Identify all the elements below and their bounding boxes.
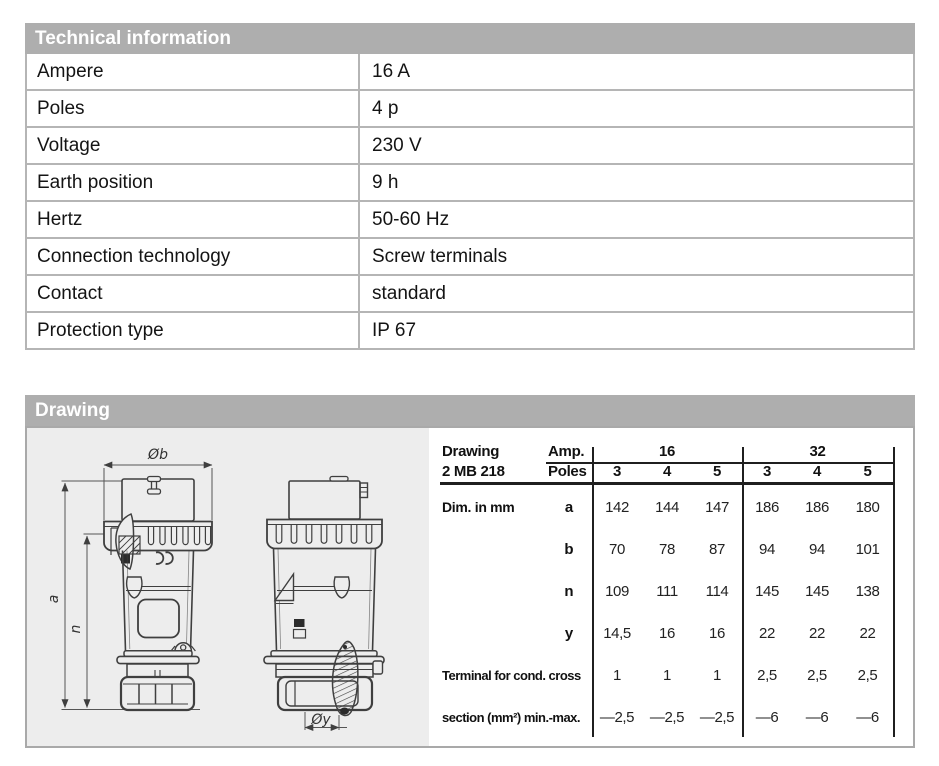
dim-value: 16 <box>659 624 675 642</box>
dim-value: 144 <box>655 498 679 516</box>
dim-value: 138 <box>855 582 880 600</box>
spec-value: 50-60 Hz <box>372 209 450 230</box>
spec-label: Earth position <box>27 165 360 200</box>
technical-information-table <box>25 54 915 350</box>
poles-col: 5 <box>712 463 722 480</box>
dim-value: 145 <box>755 582 779 600</box>
spec-value: 4 p <box>372 98 399 119</box>
poles-col: 4 <box>662 463 672 480</box>
amp-group-16: 16 <box>658 443 676 460</box>
spec-value: IP 67 <box>372 320 417 341</box>
table-row <box>27 313 913 350</box>
dim-value: 1 <box>613 666 621 684</box>
dim-value: 2,5 <box>857 666 878 684</box>
drawing-panel <box>25 426 915 748</box>
dim-value: 186 <box>805 498 829 516</box>
amp-label: Amp. <box>548 443 585 460</box>
dim-value: 78 <box>659 540 675 558</box>
spec-label: Poles <box>27 91 360 126</box>
amp-group-32: 32 <box>809 443 826 460</box>
poles-label: Poles <box>548 463 587 480</box>
dim-value: 111 <box>656 582 678 600</box>
dimension-row <box>440 580 895 602</box>
dim-value: 87 <box>709 540 725 558</box>
dimension-table <box>440 442 898 740</box>
dimension-row <box>440 496 895 518</box>
spec-value: Screw terminals <box>372 246 508 267</box>
dimension-row <box>440 664 895 686</box>
dim-value: 94 <box>759 540 775 558</box>
dimension-row <box>440 622 895 644</box>
dim-value: —6 <box>856 708 879 726</box>
dim-value: 22 <box>809 624 825 642</box>
dim-value: 180 <box>855 498 880 516</box>
dim-value: 22 <box>759 624 775 642</box>
drawing-ref-number: 2 MB 218 <box>442 463 505 480</box>
table-row <box>27 276 913 313</box>
connector-drawing-svg <box>27 428 429 746</box>
dim-value: 145 <box>805 582 829 600</box>
spec-value: 9 h <box>372 172 399 193</box>
dim-value: 16 <box>709 624 725 642</box>
dimension-label-b: Øb <box>148 447 168 463</box>
drawing-ref-label: Drawing <box>442 443 500 460</box>
dim-letter: y <box>564 624 574 642</box>
dimension-label-a: a <box>46 594 62 604</box>
table-rule <box>440 482 895 485</box>
table-row <box>27 128 913 165</box>
dim-value: —2,5 <box>649 708 685 726</box>
dimension-label-y: Øy <box>311 712 331 728</box>
dimension-label-n: n <box>68 624 84 634</box>
dim-value: 2,5 <box>807 666 827 684</box>
drawing-header <box>25 395 915 426</box>
poles-col: 5 <box>863 463 872 480</box>
dim-value: 1 <box>713 666 721 684</box>
drawing-title: Drawing <box>35 400 110 421</box>
dim-value: 2,5 <box>757 666 777 684</box>
front-view-drawing <box>104 477 212 711</box>
spec-label: Protection type <box>27 313 360 348</box>
dim-value: 22 <box>859 624 876 642</box>
technical-drawing <box>27 428 429 746</box>
dim-value: 186 <box>755 498 779 516</box>
dim-value: 101 <box>855 540 880 558</box>
side-view-drawing <box>264 477 384 716</box>
poles-col: 3 <box>612 463 622 480</box>
dim-value: 94 <box>809 540 825 558</box>
table-row <box>27 165 913 202</box>
dim-letter: a <box>564 498 574 516</box>
table-row <box>27 91 913 128</box>
dimension-row <box>440 706 895 728</box>
dim-value: —2,5 <box>699 708 735 726</box>
spec-label: Ampere <box>27 54 360 89</box>
table-row <box>27 202 913 239</box>
row-label: Terminal for cond. cross <box>442 667 581 683</box>
dim-value: —2,5 <box>599 708 635 726</box>
dim-letter: b <box>564 540 574 558</box>
spec-value: standard <box>372 283 446 304</box>
table-row <box>27 54 913 91</box>
dim-letter: n <box>564 582 574 600</box>
dim-value: —6 <box>755 708 779 726</box>
dim-value: —6 <box>805 708 829 726</box>
spec-label: Contact <box>27 276 360 311</box>
table-row <box>27 239 913 276</box>
dimension-row <box>440 538 895 560</box>
spec-value: 230 V <box>372 135 422 156</box>
dim-value: 142 <box>605 498 629 516</box>
dim-value: 114 <box>705 582 729 600</box>
dim-value: 1 <box>663 666 671 684</box>
dim-value: 109 <box>605 582 629 600</box>
row-label: section (mm²) min.-max. <box>442 709 581 725</box>
spec-value: 16 A <box>372 61 411 82</box>
dim-value: 147 <box>705 498 729 516</box>
spec-label: Connection technology <box>27 239 360 274</box>
technical-information-title: Technical information <box>35 28 232 49</box>
spec-label: Voltage <box>27 128 360 163</box>
dim-value: 14,5 <box>603 624 631 642</box>
poles-col: 3 <box>762 463 772 480</box>
spec-label: Hertz <box>27 202 360 237</box>
row-label: Dim. in mm <box>442 499 515 515</box>
dim-value: 70 <box>609 540 625 558</box>
poles-col: 4 <box>812 463 822 480</box>
technical-information-header <box>25 23 915 54</box>
